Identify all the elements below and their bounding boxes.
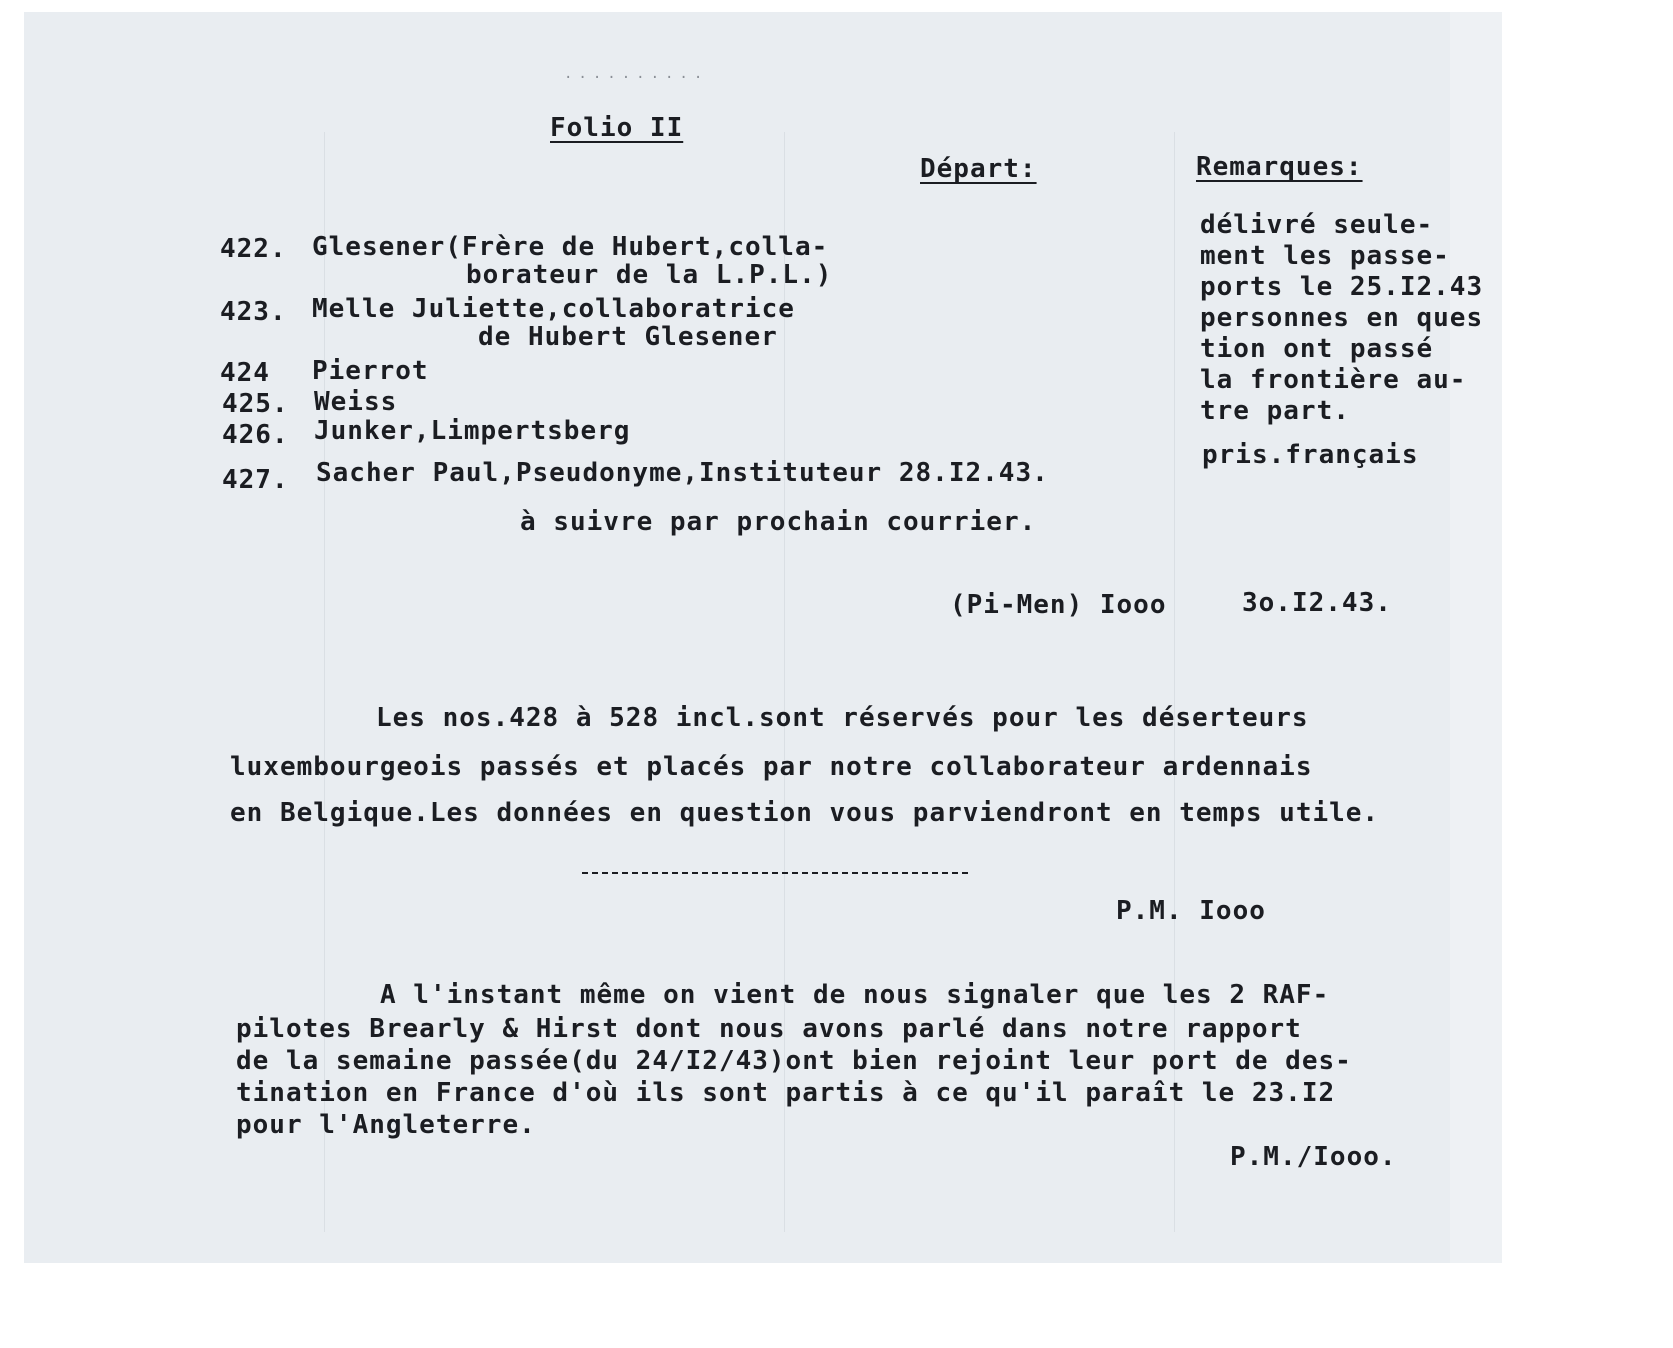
remark-line: personnes en ques (1200, 303, 1484, 333)
entry-number: 427. (222, 465, 289, 495)
remark-427: pris.français (1202, 440, 1419, 470)
remark-line: délivré seule- (1200, 210, 1434, 240)
entry-line: Pierrot (312, 356, 429, 386)
entry-number: 423. (220, 297, 287, 327)
entry-line: borateur de la L.P.L.) (466, 260, 833, 290)
paragraph-line: A l'instant même on vient de nous signaler que les 2 RAF- (380, 980, 1330, 1010)
paragraph-line: Les nos.428 à 528 incl.sont réservés pour les déserteurs (376, 703, 1309, 733)
paragraph-line: tination en France d'où ils sont partis à ce qu'il paraît le 23.I2 (236, 1078, 1336, 1108)
remark-line: tre part. (1200, 396, 1350, 426)
entry-line: Melle Juliette,collaboratrice (312, 294, 795, 324)
document-page (24, 12, 1502, 1263)
signature-initials: P.M. Iooo (1116, 896, 1266, 926)
remark-line: la frontière au- (1200, 365, 1467, 395)
paragraph-line: en Belgique.Les données en question vous parviendront en temps utile. (230, 798, 1380, 828)
folio-heading: Folio II (550, 113, 684, 143)
remark-line: ports le 25.I2.43 (1200, 272, 1484, 302)
entry-number: 424 (220, 358, 270, 388)
remark-line: ment les passe- (1200, 241, 1450, 271)
signature-date: 3o.I2.43. (1242, 588, 1392, 618)
entry-line: Sacher Paul,Pseudonyme,Instituteur 28.I2.43. (316, 458, 1049, 488)
entry-line: Glesener(Frère de Hubert,colla- (312, 232, 829, 262)
entry-number: 425. (222, 389, 289, 419)
depart-header: Départ: (920, 154, 1037, 184)
paragraph-line: luxembourgeois passés et placés par notre collaborateur ardennais (230, 752, 1313, 782)
entry-line: Junker,Limpertsberg (314, 416, 631, 446)
paragraph-line: pour l'Angleterre. (236, 1110, 536, 1140)
remarques-header: Remarques: (1196, 152, 1363, 182)
signature-final: P.M./Iooo. (1230, 1142, 1397, 1172)
paragraph-line: pilotes Brearly & Hirst dont nous avons parlé dans notre rapport (236, 1014, 1302, 1044)
separator-rule (582, 872, 968, 874)
paragraph-line: de la semaine passée(du 24/I2/43)ont bien rejoint leur port de des- (236, 1046, 1352, 1076)
signature-sender: (Pi-Men) Iooo (950, 590, 1167, 620)
follow-up-note: à suivre par prochain courrier. (520, 507, 1037, 537)
entry-line: de Hubert Glesener (478, 322, 778, 352)
dotted-mark: ·········· (564, 70, 709, 86)
remark-line: tion ont passé (1200, 334, 1434, 364)
entry-line: Weiss (314, 387, 398, 417)
entry-number: 426. (222, 420, 289, 450)
page-edge (1450, 12, 1502, 1263)
entry-number: 422. (220, 234, 287, 264)
